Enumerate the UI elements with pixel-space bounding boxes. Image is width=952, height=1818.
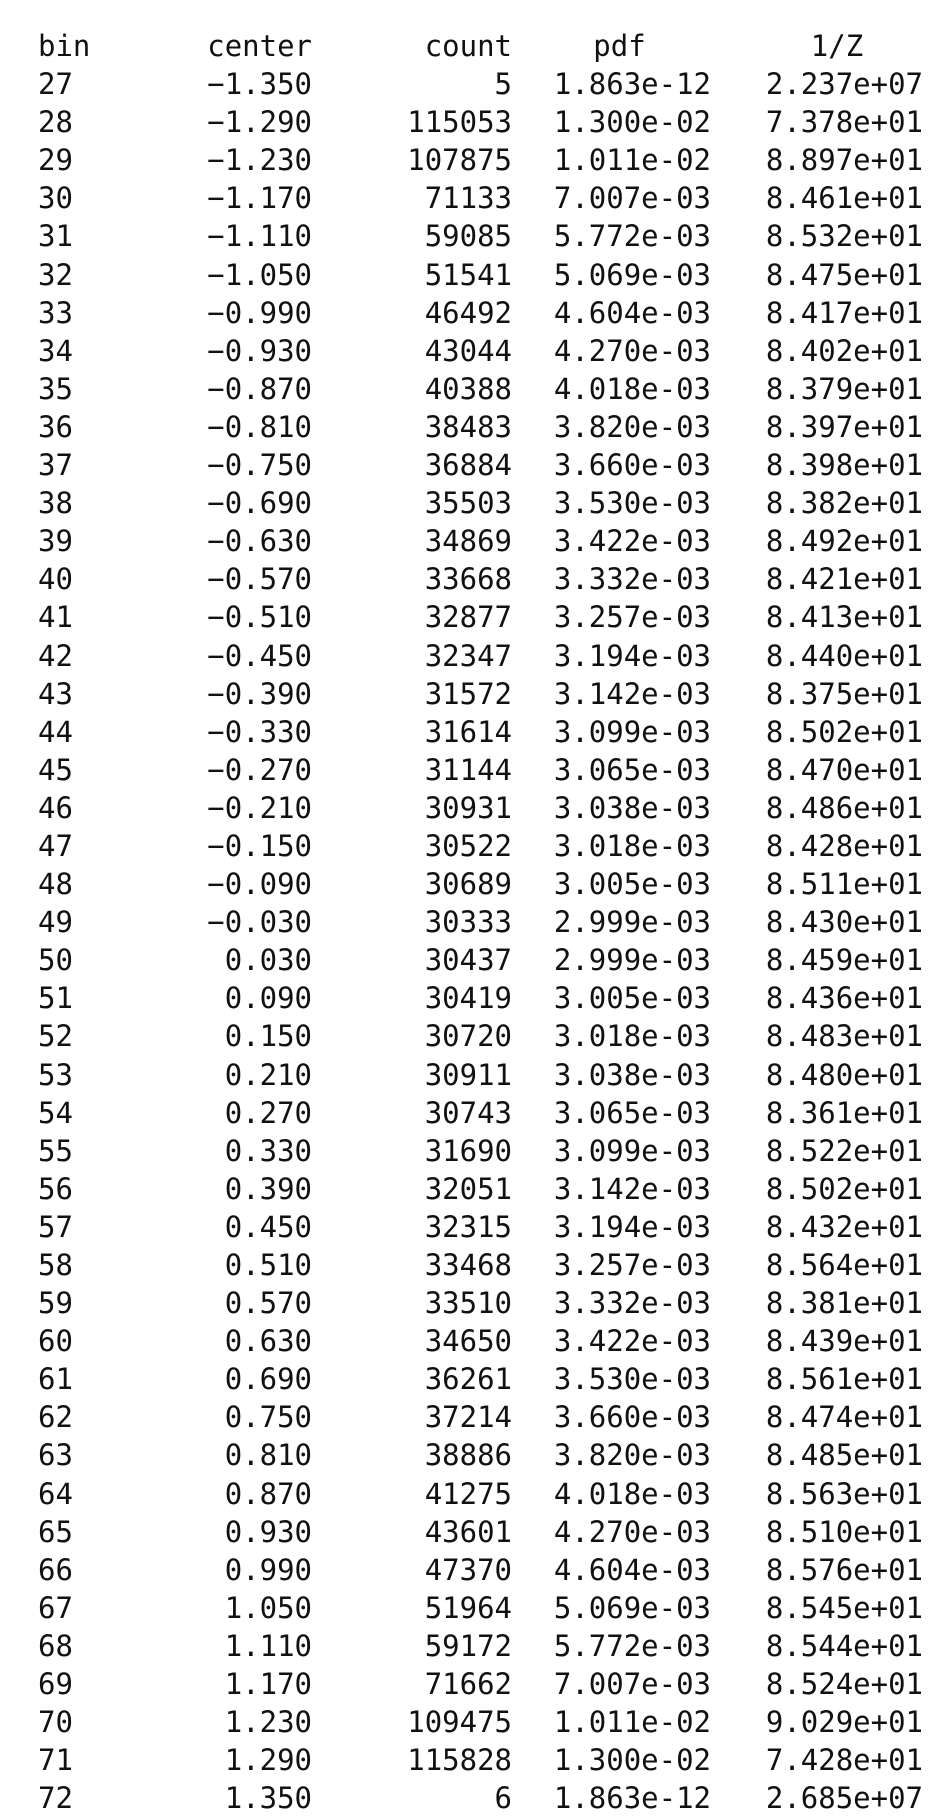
- table-row: [38, 1703, 923, 1741]
- cell-pdf: 3.005e-03: [553, 867, 711, 902]
- table-row: [38, 446, 923, 484]
- table-row: [38, 103, 923, 141]
- cell-bin: 56: [38, 1171, 73, 1206]
- cell-bin: 58: [38, 1248, 73, 1282]
- table-row: [38, 1056, 923, 1094]
- table-row: [38, 675, 923, 713]
- cell-inverse-z: 8.510e+01: [765, 1514, 923, 1549]
- cell-inverse-z: 8.470e+01: [765, 752, 923, 787]
- cell-inverse-z: 8.440e+01: [765, 638, 923, 673]
- table-row: [38, 751, 923, 789]
- header-pdf: pdf: [593, 29, 646, 63]
- cell-count: 40388: [424, 371, 512, 406]
- cell-pdf: 1.863e-12: [553, 67, 711, 102]
- cell-bin: 54: [38, 1095, 73, 1130]
- cell-bin: 37: [38, 448, 73, 483]
- cell-bin: 48: [38, 867, 73, 902]
- cell-count: 115828: [407, 1743, 512, 1778]
- cell-inverse-z: 8.398e+01: [765, 448, 923, 483]
- cell-inverse-z: 8.564e+01: [765, 1248, 923, 1282]
- cell-inverse-z: 8.475e+01: [765, 257, 923, 292]
- cell-center: −1.290: [207, 105, 312, 140]
- cell-count: 36261: [424, 1362, 512, 1397]
- cell-center: −0.030: [207, 905, 312, 940]
- table-row: [38, 1094, 923, 1132]
- cell-center: −0.090: [207, 867, 312, 902]
- table-row: [38, 217, 923, 255]
- cell-inverse-z: 7.428e+01: [765, 1743, 923, 1778]
- cell-inverse-z: 2.685e+07: [765, 1781, 923, 1816]
- cell-bin: 60: [38, 1324, 73, 1359]
- cell-center: −0.150: [207, 828, 312, 863]
- cell-pdf: 3.530e-03: [553, 1362, 711, 1397]
- cell-count: 33668: [424, 562, 512, 597]
- table-row: [38, 789, 923, 827]
- cell-bin: 36: [38, 409, 73, 444]
- cell-count: 107875: [407, 143, 512, 178]
- header-center: center: [207, 29, 312, 63]
- cell-pdf: 3.820e-03: [553, 1438, 711, 1473]
- cell-pdf: 3.422e-03: [553, 524, 711, 559]
- cell-bin: 70: [38, 1705, 73, 1740]
- table-row: [38, 1170, 923, 1208]
- cell-count: 32877: [424, 600, 512, 635]
- cell-center: 0.750: [224, 1400, 312, 1435]
- cell-bin: 38: [38, 486, 73, 521]
- cell-inverse-z: 8.483e+01: [765, 1019, 923, 1054]
- cell-pdf: 1.011e-02: [553, 1705, 711, 1740]
- cell-inverse-z: 8.361e+01: [765, 1095, 923, 1130]
- cell-pdf: 3.257e-03: [553, 1248, 711, 1282]
- cell-bin: 42: [38, 638, 73, 673]
- cell-count: 71133: [424, 181, 512, 216]
- cell-center: 0.090: [224, 981, 312, 1016]
- table-row: [38, 1627, 923, 1665]
- cell-pdf: 3.018e-03: [553, 1019, 711, 1054]
- cell-center: −1.170: [207, 181, 312, 216]
- cell-center: −0.210: [207, 790, 312, 825]
- cell-center: −0.750: [207, 448, 312, 483]
- cell-center: 0.030: [224, 943, 312, 978]
- table-row: [38, 294, 923, 332]
- cell-bin: 64: [38, 1476, 73, 1511]
- cell-count: 115053: [407, 105, 512, 140]
- cell-center: 0.570: [224, 1286, 312, 1321]
- cell-bin: 35: [38, 371, 73, 406]
- cell-bin: 29: [38, 143, 73, 178]
- table-row: [38, 484, 923, 522]
- cell-bin: 71: [38, 1743, 73, 1778]
- table-row: [38, 1246, 923, 1284]
- cell-pdf: 3.142e-03: [553, 676, 711, 711]
- cell-count: 34650: [424, 1324, 512, 1359]
- cell-count: 71662: [424, 1667, 512, 1702]
- cell-inverse-z: 8.522e+01: [765, 1133, 923, 1168]
- cell-count: 5: [494, 67, 512, 102]
- cell-pdf: 4.604e-03: [553, 1552, 711, 1587]
- cell-center: −1.350: [207, 67, 312, 102]
- cell-center: 0.450: [224, 1209, 312, 1244]
- cell-inverse-z: 8.459e+01: [765, 943, 923, 978]
- cell-inverse-z: 8.421e+01: [765, 562, 923, 597]
- cell-bin: 30: [38, 181, 73, 216]
- cell-center: 1.230: [224, 1705, 312, 1740]
- table-row: [38, 1513, 923, 1551]
- cell-pdf: 3.038e-03: [553, 1057, 711, 1092]
- cell-inverse-z: 2.237e+07: [765, 67, 923, 102]
- cell-center: 1.050: [224, 1590, 312, 1625]
- cell-bin: 43: [38, 676, 73, 711]
- table-row: [38, 522, 923, 560]
- cell-bin: 28: [38, 105, 73, 140]
- cell-center: 0.990: [224, 1552, 312, 1587]
- table-row: [38, 865, 923, 903]
- cell-pdf: 3.332e-03: [553, 1286, 711, 1321]
- cell-pdf: 1.863e-12: [553, 1781, 711, 1816]
- cell-center: −0.930: [207, 333, 312, 368]
- table-row: [38, 1360, 923, 1398]
- table-row: [38, 370, 923, 408]
- cell-bin: 33: [38, 295, 73, 330]
- cell-pdf: 4.270e-03: [553, 333, 711, 368]
- header-count: count: [424, 29, 512, 63]
- cell-inverse-z: 8.413e+01: [765, 600, 923, 635]
- cell-count: 35503: [424, 486, 512, 521]
- cell-pdf: 3.820e-03: [553, 409, 711, 444]
- cell-inverse-z: 8.439e+01: [765, 1324, 923, 1359]
- cell-pdf: 3.065e-03: [553, 752, 711, 787]
- cell-pdf: 3.530e-03: [553, 486, 711, 521]
- cell-pdf: 3.038e-03: [553, 790, 711, 825]
- cell-inverse-z: 7.378e+01: [765, 105, 923, 140]
- cell-pdf: 7.007e-03: [553, 181, 711, 216]
- cell-bin: 40: [38, 562, 73, 597]
- table-row: [38, 1132, 923, 1170]
- table-row: [38, 1779, 923, 1817]
- cell-pdf: 5.069e-03: [553, 1590, 711, 1625]
- cell-count: 37214: [424, 1400, 512, 1435]
- table-row: [38, 1322, 923, 1360]
- cell-center: 0.390: [224, 1171, 312, 1206]
- cell-center: 1.350: [224, 1781, 312, 1816]
- cell-count: 30522: [424, 828, 512, 863]
- cell-count: 33510: [424, 1286, 512, 1321]
- cell-pdf: 5.069e-03: [553, 257, 711, 292]
- cell-count: 30911: [424, 1057, 512, 1092]
- cell-inverse-z: 8.563e+01: [765, 1476, 923, 1511]
- cell-center: 0.810: [224, 1438, 312, 1473]
- cell-inverse-z: 8.397e+01: [765, 409, 923, 444]
- cell-inverse-z: 8.576e+01: [765, 1552, 923, 1587]
- cell-center: −0.690: [207, 486, 312, 521]
- cell-pdf: 3.099e-03: [553, 714, 711, 749]
- cell-inverse-z: 8.486e+01: [765, 790, 923, 825]
- cell-inverse-z: 8.436e+01: [765, 981, 923, 1016]
- cell-inverse-z: 8.524e+01: [765, 1667, 923, 1702]
- cell-inverse-z: 8.474e+01: [765, 1400, 923, 1435]
- cell-bin: 68: [38, 1628, 73, 1663]
- cell-bin: 32: [38, 257, 73, 292]
- cell-count: 6: [494, 1781, 512, 1816]
- cell-count: 31144: [424, 752, 512, 787]
- table-row: [38, 713, 923, 751]
- cell-inverse-z: 8.502e+01: [765, 1171, 923, 1206]
- cell-center: −0.330: [207, 714, 312, 749]
- cell-count: 38886: [424, 1438, 512, 1473]
- cell-bin: 50: [38, 943, 73, 978]
- cell-count: 32315: [424, 1209, 512, 1244]
- cell-inverse-z: 8.432e+01: [765, 1209, 923, 1244]
- cell-count: 31690: [424, 1133, 512, 1168]
- table-row: [38, 560, 923, 598]
- cell-pdf: 3.065e-03: [553, 1095, 711, 1130]
- cell-count: 33468: [424, 1248, 512, 1282]
- cell-pdf: 4.270e-03: [553, 1514, 711, 1549]
- cell-bin: 45: [38, 752, 73, 787]
- table-row: [38, 941, 923, 979]
- cell-inverse-z: 8.502e+01: [765, 714, 923, 749]
- cell-inverse-z: 9.029e+01: [765, 1705, 923, 1740]
- cell-center: −1.110: [207, 219, 312, 254]
- table-row: [38, 1208, 923, 1246]
- cell-center: −0.270: [207, 752, 312, 787]
- cell-inverse-z: 8.379e+01: [765, 371, 923, 406]
- header-inverse-z: 1/Z: [810, 29, 864, 63]
- cell-bin: 41: [38, 600, 73, 635]
- table-row: [38, 65, 923, 103]
- cell-pdf: 3.332e-03: [553, 562, 711, 597]
- cell-bin: 31: [38, 219, 73, 254]
- cell-pdf: 3.018e-03: [553, 828, 711, 863]
- table-row: [38, 1551, 923, 1589]
- cell-count: 51964: [424, 1590, 512, 1625]
- cell-bin: 57: [38, 1209, 73, 1244]
- cell-inverse-z: 8.402e+01: [765, 333, 923, 368]
- cell-inverse-z: 8.492e+01: [765, 524, 923, 559]
- cell-count: 59085: [424, 219, 512, 254]
- cell-inverse-z: 8.545e+01: [765, 1590, 923, 1625]
- cell-bin: 46: [38, 790, 73, 825]
- cell-bin: 34: [38, 333, 73, 368]
- cell-pdf: 2.999e-03: [553, 905, 711, 940]
- cell-bin: 66: [38, 1552, 73, 1587]
- cell-bin: 65: [38, 1514, 73, 1549]
- cell-pdf: 3.005e-03: [553, 981, 711, 1016]
- cell-pdf: 1.300e-02: [553, 1743, 711, 1778]
- cell-bin: 49: [38, 905, 73, 940]
- table-row: [38, 1741, 923, 1779]
- table-row: [38, 332, 923, 370]
- table-body: [38, 65, 923, 1817]
- cell-center: −0.630: [207, 524, 312, 559]
- cell-inverse-z: 8.544e+01: [765, 1628, 923, 1663]
- cell-center: 0.330: [224, 1133, 312, 1168]
- cell-bin: 62: [38, 1400, 73, 1435]
- cell-count: 30437: [424, 943, 512, 978]
- cell-count: 30333: [424, 905, 512, 940]
- cell-pdf: 1.300e-02: [553, 105, 711, 140]
- cell-center: 0.510: [224, 1248, 312, 1282]
- cell-bin: 44: [38, 714, 73, 749]
- cell-center: −0.450: [207, 638, 312, 673]
- cell-pdf: 1.011e-02: [553, 143, 711, 178]
- cell-bin: 55: [38, 1133, 73, 1168]
- cell-count: 30720: [424, 1019, 512, 1054]
- cell-inverse-z: 8.417e+01: [765, 295, 923, 330]
- table-row: [38, 179, 923, 217]
- table-row: [38, 598, 923, 636]
- cell-count: 32051: [424, 1171, 512, 1206]
- cell-count: 38483: [424, 409, 512, 444]
- cell-center: 0.690: [224, 1362, 312, 1397]
- cell-pdf: 3.142e-03: [553, 1171, 711, 1206]
- cell-bin: 39: [38, 524, 73, 559]
- header-row: [38, 27, 923, 65]
- header-bin: bin: [38, 29, 91, 63]
- table-row: [38, 1436, 923, 1474]
- cell-center: −1.230: [207, 143, 312, 178]
- cell-pdf: 4.018e-03: [553, 371, 711, 406]
- table-row: [38, 1665, 923, 1703]
- cell-count: 31614: [424, 714, 512, 749]
- cell-pdf: 3.660e-03: [553, 1400, 711, 1435]
- cell-count: 32347: [424, 638, 512, 673]
- cell-bin: 63: [38, 1438, 73, 1473]
- cell-center: −0.390: [207, 676, 312, 711]
- cell-bin: 47: [38, 828, 73, 863]
- cell-bin: 51: [38, 981, 73, 1016]
- cell-center: −0.990: [207, 295, 312, 330]
- cell-count: 41275: [424, 1476, 512, 1511]
- cell-center: 1.290: [224, 1743, 312, 1778]
- cell-bin: 67: [38, 1590, 73, 1625]
- table-row: [38, 1017, 923, 1055]
- table-row: [38, 903, 923, 941]
- table-row: [38, 1398, 923, 1436]
- cell-center: 0.930: [224, 1514, 312, 1549]
- cell-bin: 52: [38, 1019, 73, 1054]
- cell-inverse-z: 8.480e+01: [765, 1057, 923, 1092]
- cell-center: 1.110: [224, 1628, 312, 1663]
- cell-center: 0.630: [224, 1324, 312, 1359]
- cell-count: 30743: [424, 1095, 512, 1130]
- cell-bin: 61: [38, 1362, 73, 1397]
- cell-pdf: 4.018e-03: [553, 1476, 711, 1511]
- cell-inverse-z: 8.561e+01: [765, 1362, 923, 1397]
- cell-bin: 69: [38, 1667, 73, 1702]
- cell-pdf: 3.194e-03: [553, 638, 711, 673]
- cell-pdf: 3.422e-03: [553, 1324, 711, 1359]
- cell-count: 34869: [424, 524, 512, 559]
- cell-count: 30419: [424, 981, 512, 1016]
- cell-bin: 72: [38, 1781, 73, 1816]
- cell-bin: 27: [38, 67, 73, 102]
- cell-center: 0.870: [224, 1476, 312, 1511]
- cell-count: 30689: [424, 867, 512, 902]
- cell-count: 43601: [424, 1514, 512, 1549]
- cell-center: −0.810: [207, 409, 312, 444]
- cell-count: 47370: [424, 1552, 512, 1587]
- table-header: [38, 27, 923, 65]
- cell-pdf: 5.772e-03: [553, 219, 711, 254]
- table-row: [38, 1475, 923, 1513]
- cell-center: 1.170: [224, 1667, 312, 1702]
- cell-inverse-z: 8.461e+01: [765, 181, 923, 216]
- cell-center: 0.270: [224, 1095, 312, 1130]
- cell-inverse-z: 8.381e+01: [765, 1286, 923, 1321]
- cell-count: 43044: [424, 333, 512, 368]
- table-row: [38, 979, 923, 1017]
- cell-center: −0.870: [207, 371, 312, 406]
- cell-count: 36884: [424, 448, 512, 483]
- cell-center: 0.210: [224, 1057, 312, 1092]
- cell-count: 31572: [424, 676, 512, 711]
- cell-inverse-z: 8.511e+01: [765, 867, 923, 902]
- cell-pdf: 3.257e-03: [553, 600, 711, 635]
- cell-inverse-z: 8.430e+01: [765, 905, 923, 940]
- table-row: [38, 827, 923, 865]
- table-row: [38, 637, 923, 675]
- cell-center: −0.510: [207, 600, 312, 635]
- cell-pdf: 5.772e-03: [553, 1628, 711, 1663]
- cell-count: 59172: [424, 1628, 512, 1663]
- cell-inverse-z: 8.485e+01: [765, 1438, 923, 1473]
- cell-center: −0.570: [207, 562, 312, 597]
- table-row: [38, 408, 923, 446]
- cell-inverse-z: 8.897e+01: [765, 143, 923, 178]
- cell-pdf: 3.660e-03: [553, 448, 711, 483]
- cell-count: 46492: [424, 295, 512, 330]
- cell-pdf: 3.194e-03: [553, 1209, 711, 1244]
- table-row: [38, 1284, 923, 1322]
- cell-bin: 53: [38, 1057, 73, 1092]
- table-row: [38, 141, 923, 179]
- cell-center: 0.150: [224, 1019, 312, 1054]
- cell-pdf: 3.099e-03: [553, 1133, 711, 1168]
- table-row: [38, 256, 923, 294]
- cell-pdf: 7.007e-03: [553, 1667, 711, 1702]
- cell-pdf: 2.999e-03: [553, 943, 711, 978]
- table-row: [38, 1589, 923, 1627]
- cell-count: 109475: [407, 1705, 512, 1740]
- cell-center: −1.050: [207, 257, 312, 292]
- cell-inverse-z: 8.428e+01: [765, 828, 923, 863]
- cell-count: 30931: [424, 790, 512, 825]
- cell-inverse-z: 8.375e+01: [765, 676, 923, 711]
- cell-bin: 59: [38, 1286, 73, 1321]
- cell-inverse-z: 8.382e+01: [765, 486, 923, 521]
- histogram-table: [38, 27, 923, 1817]
- cell-inverse-z: 8.532e+01: [765, 219, 923, 254]
- cell-count: 51541: [424, 257, 512, 292]
- cell-pdf: 4.604e-03: [553, 295, 711, 330]
